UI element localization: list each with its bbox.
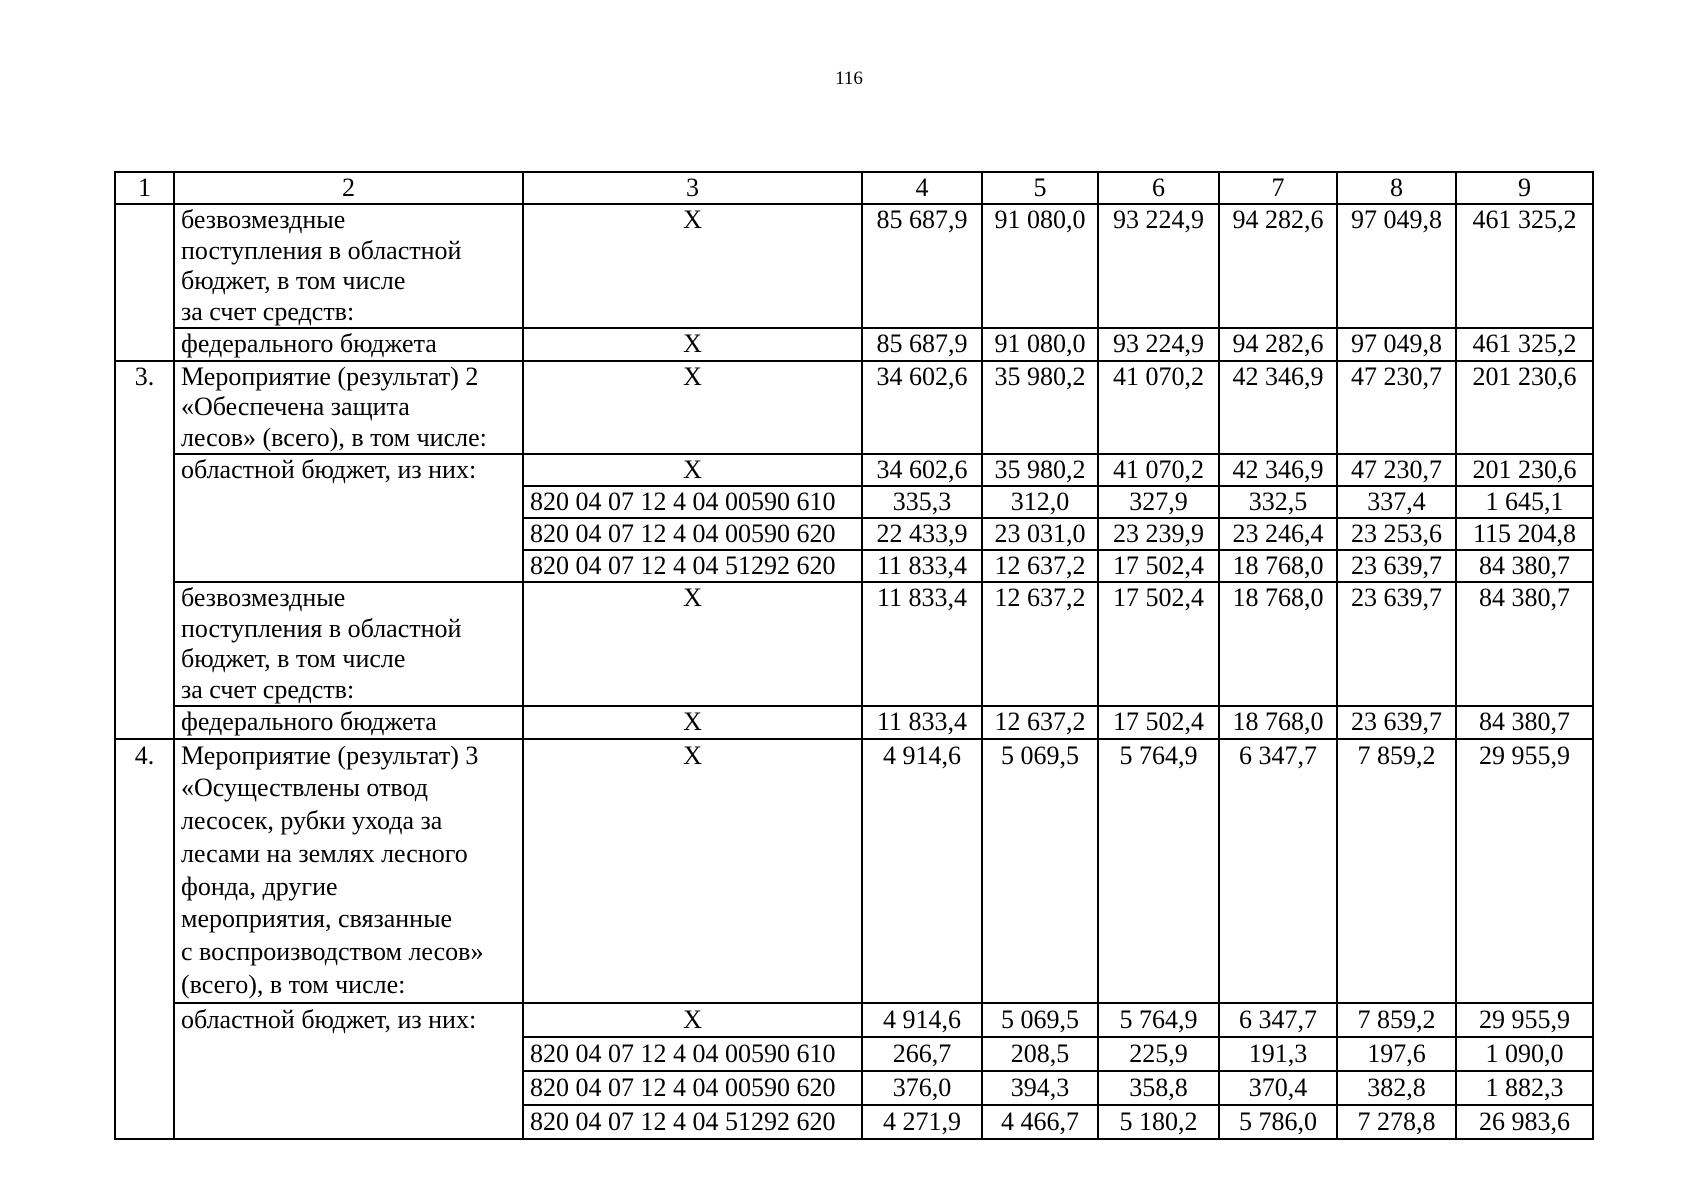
value-cell: 91 080,0 (982, 328, 1098, 361)
value-cell: 23 031,0 (982, 518, 1098, 550)
value-cell: 94 282,6 (1219, 204, 1337, 328)
row-number-cell: 3. (115, 361, 174, 739)
value-cell: 41 070,2 (1098, 454, 1219, 486)
value-cell: 97 049,8 (1337, 328, 1456, 361)
value-cell: 17 502,4 (1098, 706, 1219, 739)
row-name-cell (174, 361, 523, 455)
value-cell: 7 859,2 (1337, 1003, 1456, 1037)
value-cell: 47 230,7 (1337, 361, 1456, 455)
value-cell: 5 786,0 (1219, 1105, 1337, 1139)
name-line: за счет средств: (181, 296, 355, 326)
value-cell: 85 687,9 (862, 204, 982, 328)
value-cell: 266,7 (862, 1037, 982, 1071)
page-number: 116 (835, 68, 863, 89)
row-number-cell: 4. (115, 739, 174, 1139)
value-cell: 225,9 (1098, 1037, 1219, 1071)
value-cell: 23 246,4 (1219, 518, 1337, 550)
code-cell: X (523, 582, 862, 706)
value-cell: 201 230,6 (1456, 454, 1593, 486)
table-row (115, 582, 1593, 706)
value-cell: 1 882,3 (1456, 1071, 1593, 1105)
value-cell: 7 278,8 (1337, 1105, 1456, 1139)
value-cell: 191,3 (1219, 1037, 1337, 1071)
header-cell: 8 (1337, 172, 1456, 204)
value-cell: 17 502,4 (1098, 582, 1219, 706)
value-cell: 11 833,4 (862, 550, 982, 582)
value-cell: 376,0 (862, 1071, 982, 1105)
value-cell: 5 764,9 (1098, 739, 1219, 1003)
name-line: безвозмездные (181, 205, 346, 234)
value-cell: 4 271,9 (862, 1105, 982, 1139)
value-cell: 11 833,4 (862, 706, 982, 739)
row-name-cell: областной бюджет, из них: (174, 454, 523, 582)
budget-table (114, 171, 1594, 1140)
value-cell: 42 346,9 (1219, 361, 1337, 455)
value-cell: 93 224,9 (1098, 204, 1219, 328)
value-cell: 29 955,9 (1456, 1003, 1593, 1037)
value-cell: 29 955,9 (1456, 739, 1593, 1003)
code-cell: 820 04 07 12 4 04 00590 610 (523, 1037, 862, 1071)
value-cell: 4 914,6 (862, 739, 982, 1003)
value-cell: 197,6 (1337, 1037, 1456, 1071)
name-line: поступления в областной (181, 235, 462, 265)
name-line: безвозмездные (181, 583, 346, 612)
name-line: Мероприятие (результат) 3 (181, 740, 479, 770)
value-cell: 47 230,7 (1337, 454, 1456, 486)
header-cell: 1 (115, 172, 174, 204)
value-cell: 84 380,7 (1456, 550, 1593, 582)
row-number-cell (115, 204, 174, 361)
value-cell: 18 768,0 (1219, 582, 1337, 706)
name-line: лесами на землях лесного (181, 838, 468, 868)
table-row (115, 1003, 1593, 1037)
value-cell: 42 346,9 (1219, 454, 1337, 486)
name-line: Мероприятие (результат) 2 (181, 361, 479, 391)
value-cell: 18 768,0 (1219, 550, 1337, 582)
value-cell: 6 347,7 (1219, 1003, 1337, 1037)
value-cell: 23 239,9 (1098, 518, 1219, 550)
value-cell: 17 502,4 (1098, 550, 1219, 582)
value-cell: 201 230,6 (1456, 361, 1593, 455)
value-cell: 370,4 (1219, 1071, 1337, 1105)
code-cell: 820 04 07 12 4 04 00590 620 (523, 518, 862, 550)
name-line: поступления в областной (181, 613, 462, 643)
code-cell: X (523, 204, 862, 328)
name-line: бюджет, в том числе (181, 266, 406, 295)
value-cell: 337,4 (1337, 486, 1456, 518)
value-cell: 22 433,9 (862, 518, 982, 550)
value-cell: 208,5 (982, 1037, 1098, 1071)
value-cell: 394,3 (982, 1071, 1098, 1105)
value-cell: 23 639,7 (1337, 706, 1456, 739)
name-line: (всего), в том числе: (181, 970, 406, 1000)
code-cell: X (523, 706, 862, 739)
value-cell: 5 180,2 (1098, 1105, 1219, 1139)
value-cell: 5 069,5 (982, 739, 1098, 1003)
value-cell: 5 069,5 (982, 1003, 1098, 1037)
value-cell: 18 768,0 (1219, 706, 1337, 739)
value-cell: 7 859,2 (1337, 739, 1456, 1003)
value-cell: 93 224,9 (1098, 328, 1219, 361)
value-cell: 12 637,2 (982, 550, 1098, 582)
code-cell: 820 04 07 12 4 04 00590 620 (523, 1071, 862, 1105)
value-cell: 1 645,1 (1456, 486, 1593, 518)
value-cell: 94 282,6 (1219, 328, 1337, 361)
code-cell: X (523, 328, 862, 361)
name-line: фонда, другие (181, 871, 338, 901)
value-cell: 382,8 (1337, 1071, 1456, 1105)
value-cell: 91 080,0 (982, 204, 1098, 328)
value-cell: 11 833,4 (862, 582, 982, 706)
value-cell: 461 325,2 (1456, 204, 1593, 328)
code-cell: X (523, 454, 862, 486)
name-line: «Обеспечена защита (181, 392, 410, 421)
header-cell: 7 (1219, 172, 1337, 204)
value-cell: 12 637,2 (982, 706, 1098, 739)
header-cell: 4 (862, 172, 982, 204)
table-row (115, 204, 1593, 328)
name-line: за счет средств: (181, 674, 355, 704)
value-cell: 97 049,8 (1337, 204, 1456, 328)
code-cell: X (523, 1003, 862, 1037)
name-line: с воспроизводством лесов» (181, 937, 484, 967)
name-line: «Осуществлены отвод (181, 773, 429, 803)
table-row (115, 706, 1593, 739)
value-cell: 5 764,9 (1098, 1003, 1219, 1037)
value-cell: 34 602,6 (862, 454, 982, 486)
row-name-cell: областной бюджет, из них: (174, 1003, 523, 1139)
value-cell: 35 980,2 (982, 361, 1098, 455)
value-cell: 35 980,2 (982, 454, 1098, 486)
header-cell: 6 (1098, 172, 1219, 204)
value-cell: 4 914,6 (862, 1003, 982, 1037)
value-cell: 327,9 (1098, 486, 1219, 518)
value-cell: 84 380,7 (1456, 582, 1593, 706)
name-line: лесов» (всего), в том числе: (181, 422, 487, 452)
code-cell: 820 04 07 12 4 04 51292 620 (523, 1105, 862, 1139)
value-cell: 26 983,6 (1456, 1105, 1593, 1139)
row-name-cell: федерального бюджета (174, 328, 523, 361)
value-cell: 85 687,9 (862, 328, 982, 361)
value-cell: 312,0 (982, 486, 1098, 518)
value-cell: 332,5 (1219, 486, 1337, 518)
header-cell: 5 (982, 172, 1098, 204)
code-cell: X (523, 361, 862, 455)
name-line: мероприятия, связанные (181, 904, 453, 934)
table-row (115, 454, 1593, 486)
value-cell: 6 347,7 (1219, 739, 1337, 1003)
value-cell: 12 637,2 (982, 582, 1098, 706)
table-row (115, 739, 1593, 1003)
value-cell: 23 639,7 (1337, 582, 1456, 706)
value-cell: 1 090,0 (1456, 1037, 1593, 1071)
row-name-cell (174, 204, 523, 328)
value-cell: 84 380,7 (1456, 706, 1593, 739)
header-cell: 3 (523, 172, 862, 204)
value-cell: 335,3 (862, 486, 982, 518)
value-cell: 358,8 (1098, 1071, 1219, 1105)
table-header-row (115, 172, 1593, 204)
value-cell: 115 204,8 (1456, 518, 1593, 550)
name-line: лесосек, рубки ухода за (181, 806, 443, 836)
name-line: бюджет, в том числе (181, 644, 406, 673)
value-cell: 461 325,2 (1456, 328, 1593, 361)
row-name-cell (174, 582, 523, 706)
table-row (115, 328, 1593, 361)
row-name-cell (174, 739, 523, 1003)
header-cell: 2 (174, 172, 523, 204)
value-cell: 23 253,6 (1337, 518, 1456, 550)
value-cell: 34 602,6 (862, 361, 982, 455)
header-cell: 9 (1456, 172, 1593, 204)
code-cell: 820 04 07 12 4 04 51292 620 (523, 550, 862, 582)
value-cell: 4 466,7 (982, 1105, 1098, 1139)
value-cell: 23 639,7 (1337, 550, 1456, 582)
value-cell: 41 070,2 (1098, 361, 1219, 455)
code-cell: 820 04 07 12 4 04 00590 610 (523, 486, 862, 518)
code-cell: X (523, 739, 862, 1003)
table-row (115, 361, 1593, 455)
row-name-cell: федерального бюджета (174, 706, 523, 739)
